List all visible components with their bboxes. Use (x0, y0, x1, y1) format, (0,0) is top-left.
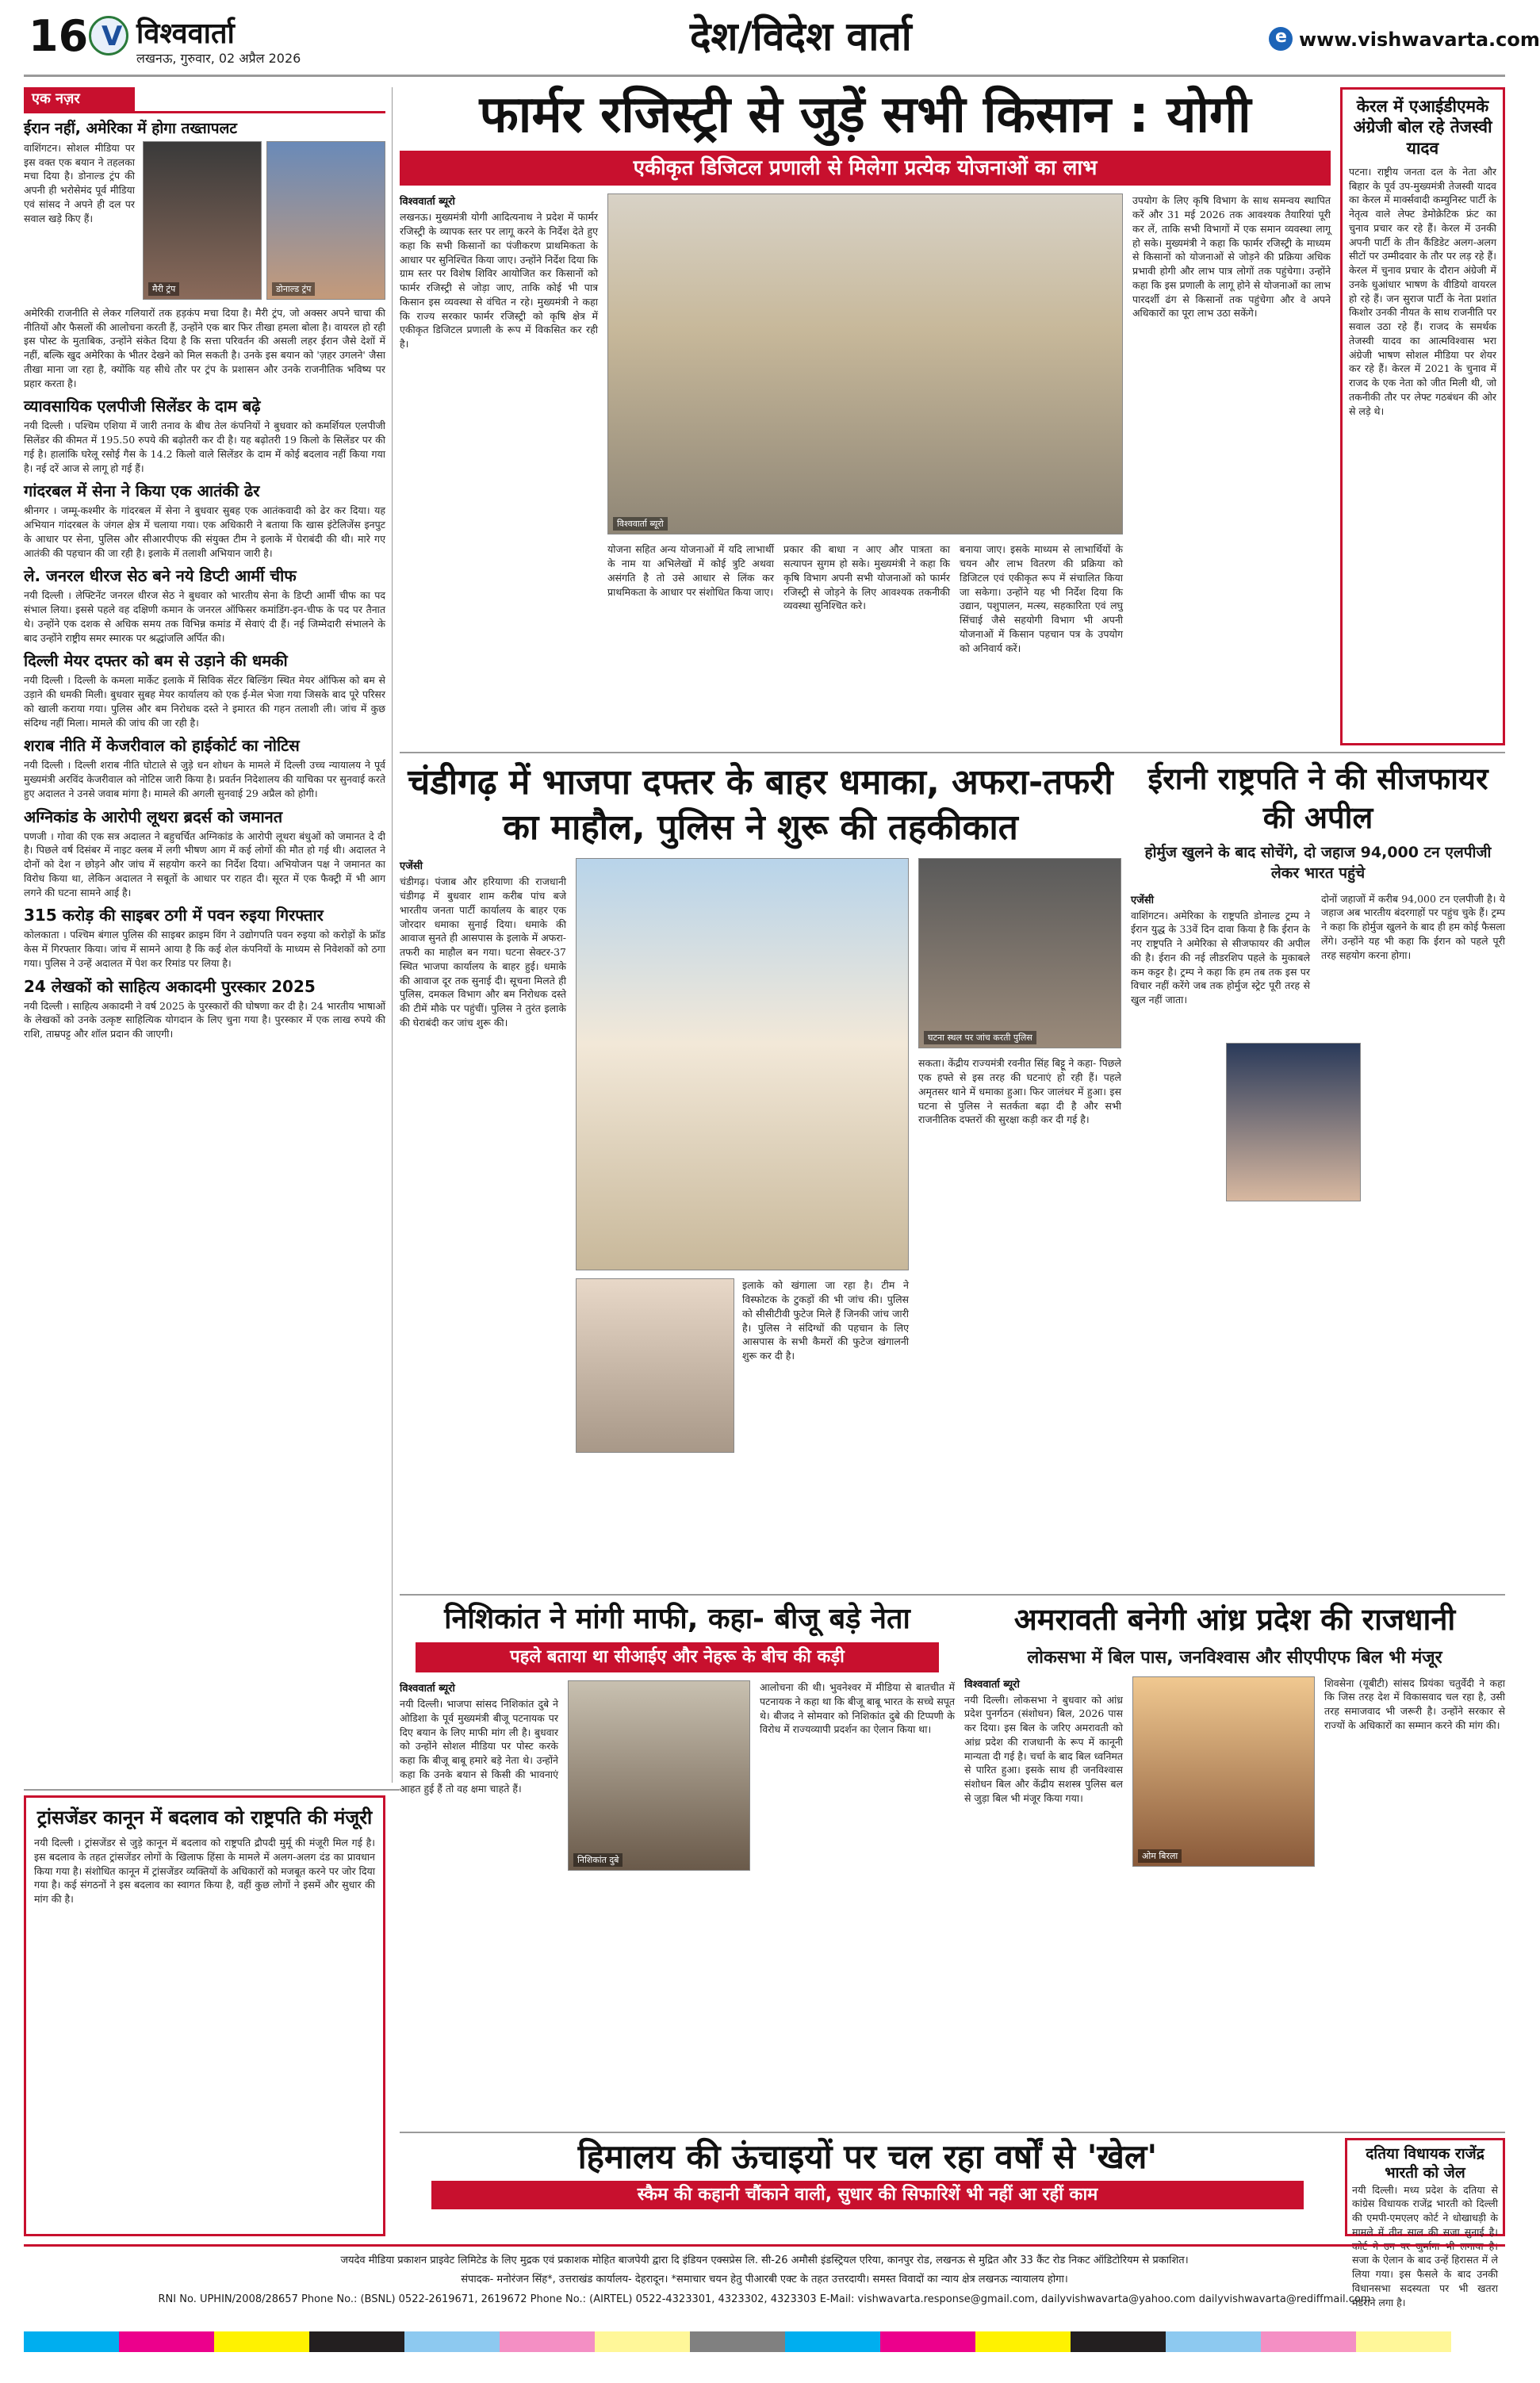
transgender-box (24, 1795, 385, 2236)
story-body: श्रीनगर । जम्मू-कश्मीर के गांदरबल में सेना ने बुधवार सुबह एक आतंकवादी को ढेर कर दिया। यह अभियान गांदरबल के जंगल क्षेत्र में चलाया गया। एक अधिकारी ने बताया कि खास इंटेलिजेंस इनपुट के आधार पर सेना, पुलिस और सीआरपीएफ की संयुक्त टीम ने इलाके में घेराबंदी की थी। मारे गए आतंकी की पहचान की जा रही है। इलाके में तलाशी अभियान जारी है। (24, 504, 385, 559)
transgender-headline: ट्रांसजेंडर कानून में बदलाव को राष्ट्रपति की मंजूरी (36, 1806, 373, 1829)
chandigarh-headline: चंडीगढ़ में भाजपा दफ्तर के बाहर धमाका, अफरा-तफरी का माहौल, पुलिस ने शुरू की तहकीकात (408, 762, 1113, 849)
story-body: सकता। केंद्रीय राज्यमंत्री रवनीत सिंह बिट्टू ने कहा- पिछले एक हफ्ते से इस तरह की घटनाएं हो रही हैं। पहले अमृतसर थाने में धमाका हुआ। फिर जालंधर में हुआ। इस घटना से पुलिस ने सतर्कता बढ़ा दी है और सभी राजनीतिक दफ्तरों की सुरक्षा कड़ी कर दी गई है। (918, 1057, 1121, 1126)
lead-headline: फार्मर रजिस्ट्री से जुड़ें सभी किसान : योगी (479, 86, 1251, 144)
lead-col-5 (1132, 193, 1331, 772)
dateline: लखनऊ, गुरुवार, 02 अप्रैल 2026 (136, 51, 301, 66)
section-rule (400, 752, 1505, 753)
story-body: नयी दिल्ली। मध्य प्रदेश के दतिया से कांग्रेस विधायक राजेंद्र भारती को दिल्ली की एमपी-एमएलए कोर्ट ने धोखाधड़ी के मामले में तीन साल की सजा सुनाई है। सजा के ऐलान के बाद उन्हें हिरासत में ले लिया गया। इस फैसले के बाद उनकी विधानसभा सदस्यता पर भी खतरा मंडराने लगा है। (1352, 2183, 1498, 2308)
photo-caption: निशिकांत दुबे (573, 1853, 623, 1867)
story-body: नयी दिल्ली । साहित्य अकादमी ने वर्ष 2025 के पुरस्कारों की घोषणा कर दी है। 24 भारतीय भाषाओं के लेखकों को उनके उत्कृष्ट साहित्यिक योगदान के लिए चुना गया है। पुरस्कार में एक लाख रुपये की राशि, ताम्रपट्ट और शॉल प्रदान की जाएगी। (24, 999, 385, 1040)
lead-col-4 (960, 542, 1123, 772)
lead-col-2 (607, 542, 774, 772)
byline: विश्ववार्ता ब्यूरो (400, 1683, 455, 1695)
web-icon-letter: e (1275, 27, 1287, 47)
chd-col-3 (918, 1056, 1121, 1572)
section-rule (400, 2132, 1505, 2133)
section-rule (24, 1789, 400, 1791)
story-body: प्रकार की बाधा न आए और पात्रता का सत्यापन सुगम हो सके। मुख्यमंत्री ने कहा कि कृषि विभाग अपनी सभी योजनाओं को फार्मर रजिस्ट्री से जोड़ने के लिए आवश्यक तकनीकी व्यवस्था सुनिश्चित करे। (783, 543, 950, 612)
byline: विश्ववार्ता ब्यूरो (400, 196, 455, 209)
nish-col-1 (400, 1680, 558, 2124)
story-title: अग्निकांड के आरोपी लूथरा ब्रदर्स को जमानत (24, 806, 283, 826)
section-rule (400, 1594, 1505, 1596)
story-title: शराब नीति में केजरीवाल को हाईकोर्ट का नोटिस (24, 736, 300, 756)
story-title: व्यावसायिक एलपीजी सिलेंडर के दाम बढ़े (24, 397, 261, 416)
lead-story (400, 87, 1331, 745)
website[interactable]: www.vishwavarta.com (1299, 29, 1540, 51)
photo-caption: ओम बिरला (1138, 1849, 1182, 1863)
meeting-photo (607, 193, 1123, 534)
datia-headline: दतिया विधायक राजेंद्र भारती को जेल (1366, 2145, 1484, 2182)
chandigarh-story (400, 760, 1121, 1588)
story-body: नयी दिल्ली । पश्चिम एशिया में जारी तनाव के बीच तेल कंपनियों ने बुधवार को कमर्शियल एलपीजी सिलेंडर की कीमत में 195.50 रुपये की बढ़ोतरी कर दी है। यह बढ़ोतरी 19 किलो के सिलेंडर पर की गई है। हालांकि घरेलू रसोई गैस के 14.2 किलो वाले सिलेंडर के दाम में कोई बदलाव नहीं किया गया है। नई दरें आज से लागू हो गई हैं। (24, 420, 385, 474)
photo-caption: मैरी ट्रंप (148, 282, 179, 296)
byline: एजेंसी (1131, 894, 1154, 906)
nishikant-photo (568, 1680, 750, 1871)
story-body: नयी दिल्ली । दिल्ली शराब नीति घोटाले से जुड़े धन शोधन के मामले में दिल्ली उच्च न्यायालय ने पूर्व मुख्यमंत्री अरविंद केजरीवाल को नोटिस जारी किया है। प्रवर्तन निदेशालय की याचिका पर सुनवाई करते हुए अदालत ने उनसे जवाब मांगा है। मामले की अगली सुनवाई 29 अप्रैल को होगी। (24, 759, 385, 799)
amaravati-headline: अमरावती बनेगी आंध्र प्रदेश की राजधानी (1013, 1602, 1456, 1637)
story-title: दिल्ली मेयर दफ्तर को बम से उड़ाने की धमकी (24, 651, 288, 671)
story-title: 315 करोड़ की साइबर ठगी में पवन रुइया गिरफ्तार (24, 906, 324, 925)
himalaya-headline: हिमालय की ऊंचाइयों पर चल रहा वर्षों से 'खेल' (577, 2137, 1158, 2176)
story-body: नयी दिल्ली। लोकसभा ने बुधवार को आंध्र प्रदेश पुनर्गठन (संशोधन) बिल, 2026 पास कर दिया। इस बिल के जरिए अमरावती को आंध्र प्रदेश की राजधानी के रूप में कानूनी मान्यता दी गई है। चर्चा के बाद बिल ध्वनिमत से पारित हुआ। इसके साथ ही जनविश्वास संशोधन बिल और केंद्रीय सशस्त्र पुलिस बल से जुड़ा बिल भी मंजूर किया गया। (964, 1693, 1123, 1804)
story-body: पणजी । गोवा की एक सत्र अदालत ने बहुचर्चित अग्निकांड के आरोपी लूथरा बंधुओं को जमानत दे दी है। पिछले वर्ष दिसंबर में नाइट क्लब में लगी भीषण आग में कई लोगों की मौत हो गई थी। अदालत ने दोनों को देश न छोड़ने और जांच में सहयोग करने का निर्देश दिया। अभियोजन पक्ष ने जमानत का विरोध किया था, लेकिन अदालत ने सबूतों के आधार पर राहत दी। सूरत में एक फैक्ट्री में भी आग लगने की घटना सामने आई है। (24, 829, 385, 898)
nishikant-subhead: पहले बताया था सीआईए और नेहरू के बीच की कड़ी (416, 1642, 939, 1672)
datia-box (1345, 2138, 1505, 2308)
lead-subhead: एकीकृत डिजिटल प्रणाली से मिलेगा प्रत्येक योजनाओं का लाभ (400, 151, 1331, 186)
photo-caption: घटना स्थल पर जांच करती पुलिस (924, 1031, 1036, 1044)
story-body: लखनऊ। मुख्यमंत्री योगी आदित्यनाथ ने प्रदेश में फार्मर रजिस्ट्री के व्यापक स्तर पर लागू करने के निर्देश देते हुए कहा कि सभी किसानों का पंजीकरण प्राथमिकता के आधार पर सुनिश्चित किया जाए। उन्होंने निर्देश दिया कि ग्राम स्तर पर विशेष शिविर आयोजित कर किसानों को फार्मर रजिस्ट्री से जोड़ा जाए, ताकि कोई भी पात्र किसान इस व्यवस्था से वंचित न रहे। मुख्यमंत्री ने कहा कि राज्य सरकार फार्मर रजिस्ट्री को कृषि क्षेत्र में एकीकृत डिजिटल प्रणाली के रूप में विकसित कर रही है। (400, 211, 598, 351)
donald-trump-photo (266, 141, 385, 300)
story-body: वाशिंगटन। अमेरिका के राष्ट्रपति डोनाल्ड ट्रम्प ने ईरान युद्ध के 33वें दिन दावा किया है कि ईरान के नए राष्ट्रपति ने अमेरिका से सीजफायर की अपील की है। ईरान की नई लीडरशिप पहले के मुकाबले कम कट्टर है। ट्रम्प ने कहा कि हम तब तक इस पर विचार नहीं करेंगे जब तक होर्मुज स्ट्रेट पूरी तरह से खुल नहीं जाता। (1131, 909, 1310, 1006)
ek-nazar-label: एक नज़र (24, 87, 135, 111)
om-birla-photo (1132, 1676, 1315, 1867)
story-body: चंडीगढ़। पंजाब और हरियाणा की राजधानी चंडीगढ़ में बुधवार शाम करीब पांच बजे भारतीय जनता पार्टी कार्यालय के बाहर एक जोरदार धमाका सुनाई दिया। धमाके की आवाज सुनते ही आसपास के इलाके में अफरा-तफरी का माहौल बन गया। घटना सेक्टर-37 स्थित भाजपा कार्यालय के बाहर हुई। धमाके की आवाज दूर तक सुनाई दी। सूचना मिलते ही पुलिस, दमकल विभाग और बम निरोधक दस्ते की टीमें मौके पर पहुंचीं। पुलिस ने तुरंत इलाके की घेराबंदी कर जांच शुरू की। (400, 875, 566, 1029)
iran-subhead: होर्मुज खुलने के बाद सोचेंगे, दो जहाज 94,000 टन एलपीजी लेकर भारत पहुंचे (1144, 844, 1492, 882)
story-body: बनाया जाए। इसके माध्यम से लाभार्थियों के चयन और लाभ वितरण की प्रक्रिया को डिजिटल एवं एकीकृत रूप में संचालित किया जा सकेगा। उन्होंने यह भी निर्देश दिया कि उद्यान, पशुपालन, मत्स्य, सहकारिता एवं लघु सिंचाई जैसे सहयोगी विभाग भी अपनी योजनाओं में किसान पहचान पत्र के उपयोग को अनिवार्य करें। (960, 543, 1123, 654)
nish-col-2 (760, 1680, 955, 2124)
color-registration-bar (24, 2331, 1505, 2352)
web-icon (1269, 27, 1293, 51)
page-number: 16 (29, 11, 89, 61)
header-rule (24, 75, 1505, 77)
box-headline: केरल में एआईडीएमके अंग्रेजी बोल रहे तेजस्वी यादव (1353, 97, 1492, 158)
footer-rule (24, 2244, 1505, 2247)
paper-name: विश्ववार्ता (136, 17, 235, 50)
mary-trump-photo (143, 141, 262, 300)
logo-letter: V (102, 21, 123, 52)
story-body: नयी दिल्ली । ट्रांसजेंडर से जुड़े कानून में बदलाव को राष्ट्रपति द्रौपदी मुर्मू की मंजूरी मिल गई है। इस बदलाव के तहत ट्रांसजेंडर लोगों के खिलाफ हिंसा के मामले में अलग-अलग दंड का प्रावधान किया गया है। संशोधित कानून में ट्रांसजेंडर व्यक्तियों के अधिकारों को मजबूत करने पर जोर दिया गया है। कई संगठनों ने इस बदलाव का स्वागत किया है, वहीं कुछ लोगों ने इसमें और सुधार की मांग की है। (34, 1837, 375, 1905)
left-column (24, 87, 385, 1783)
story-body: योजना सहित अन्य योजनाओं में यदि लाभार्थी के नाम या अभिलेखों में कोई त्रुटि अथवा असंगति है तो उसे आधार से लिंक कर प्राथमिकता के आधार पर संशोधित किया जाए। (607, 543, 774, 598)
iran-story (1131, 760, 1505, 1588)
contact-line: RNI No. UPHIN/2008/28657 Phone No.: (BSNL) 0522-2619671, 2619672 Phone No.: (AIRTEL) 0522-4323301, 4323302, 4323303 E-Mail: vishwavarta.response@gmail.com, dailyvishwavarta@yahoo.com dailyvishwavarta@rediffmail.com (158, 2293, 1371, 2305)
lead-col-3 (783, 542, 950, 772)
photo-caption: डोनाल्ड ट्रंप (272, 282, 315, 296)
nishikant-headline: निशिकांत ने मांगी माफी, कहा- बीजू बड़े नेता (444, 1603, 910, 1635)
iran-headline: ईरानी राष्ट्रपति ने की सीजफायर की अपील (1147, 761, 1488, 835)
chd-col-1 (400, 858, 566, 1572)
nishikant-story (400, 1602, 955, 2125)
story-body: नयी दिल्ली । दिल्ली के कमला मार्केट इलाके में सिविक सेंटर बिल्डिंग स्थित मेयर ऑफिस को बम से उड़ाने की धमकी मिली। बुधवार सुबह मेयर कार्यालय को एक ई-मेल भेजा गया जिसके बाद पूरे परिसर को खाली कराया गया। पुलिस और बम निरोधक दस्ते ने इमारत की गहन तलाशी ली। जांच में कुछ संदिग्ध नहीं मिला। मामले की जांच की जा रही है। (24, 674, 385, 729)
story-body: इलाके को खंगाला जा रहा है। टीम ने विस्फोटक के टुकड़ों की भी जांच की। पुलिस को सीसीटीवी फुटेज मिले हैं जिनकी जांच जारी है। पुलिस ने संदिग्धों की पहचान के लिए आसपास के सभी कैमरों की फुटेज खंगालनी शुरू कर दी है। (742, 1279, 909, 1362)
himalaya-subhead: स्कैम की कहानी चौंकाने वाली, सुधार की सिफारिशें भी नहीं आ रहीं काम (431, 2181, 1304, 2209)
story-title: ईरान नहीं, अमेरिका में होगा तख्तापलट (24, 120, 237, 137)
story-body: उपयोग के लिए कृषि विभाग के साथ समन्वय स्थापित करें और 31 मई 2026 तक आवश्यक तैयारियां पूरी कर लें, ताकि सभी विभागों में एक समान व्यवस्था लागू हो सके। मुख्यमंत्री ने कहा कि फार्मर रजिस्ट्री के माध्यम से किसानों को योजनाओं से जोड़ने की प्रक्रिया अधिक प्रभावी होगी और लाभ पात्र लोगों तक पहुंचेगा। उन्होंने कहा कि इस प्रणाली के लागू होने से योजनाओं का लाभ पारदर्शी ढंग से किसानों तक पहुंचेगा और वे अपने अधिकारों का पूरा लाभ उठा सकेंगे। (1132, 194, 1331, 320)
box-body: पटना। राष्ट्रीय जनता दल के नेता और बिहार के पूर्व उप-मुख्यमंत्री तेजस्वी यादव का केरल में मार्क्सवादी कम्युनिस्ट पार्टी के नेतृत्व वाले लेफ्ट डेमोक्रेटिक फ्रंट का चुनाव प्रचार कर रहे हैं। केरल में उनकी अपनी पार्टी के तीन कैंडिडेट अलग-अलग सीटों पर उम्मीदवार के तौर पर लड़ रहे हैं। केरल में चुनाव प्रचार के दौरान अंग्रेजी में उनके धुआंधार भाषण के वीडियो वायरल हो रहे हैं। जन सुराज पार्टी के नेता प्रशांत किशोर उनकी नीयत के साथ राजनीति पर सवाल उठा रहे हैं। राजद के समर्थक तेजस्वी यादव का आत्मविश्वास भरा अंग्रेजी भाषण सोशल मीडिया पर शेयर कर रहे हैं। केरल में 2021 के चुनाव में राजद के एक नेता को जीत मिली थी, जो तकनीकी तौर पर लेफ्ट गठबंधन की ओर से लड़े थे। (1349, 165, 1496, 417)
amaravati-story (964, 1602, 1505, 2125)
story-body: आलोचना की थी। भुवनेश्वर में मीडिया से बातचीत में पटनायक ने कहा था कि बीजू बाबू भारत के सच्चे सपूत थे। बीजद ने सोमवार को निशिकांत दुबे की टिप्पणी के विरोध में राज्यव्यापी प्रदर्शन का ऐलान किया था। (760, 1681, 955, 1736)
story-body: दोनों जहाजों में करीब 94,000 टन एलपीजी है। ये जहाज अब भारतीय बंदरगाहों पर पहुंच चुके हैं। ट्रम्प ने कहा कि होर्मुज खुलने के बाद ही हम कोई फैसला लेंगे। उन्होंने यह भी कहा कि ईरान को पहले पूरी तरह सहयोग करना होगा। (1321, 892, 1505, 961)
right-box-kerala (1340, 87, 1505, 745)
byline: एजेंसी (400, 860, 423, 873)
bjp-office-photo (576, 858, 909, 1270)
lead-col-1 (400, 193, 598, 772)
chd-col-2 (742, 1278, 909, 1572)
column-divider (392, 87, 393, 1783)
amaravati-subhead: लोकसभा में बिल पास, जनविश्वास और सीएपीएफ बिल भी मंजूर (1027, 1647, 1442, 1668)
story-body: वाशिंगटन। सोशल मीडिया पर इस वक्त एक बयान ने तहलका मचा दिया है। डोनाल्ड ट्रंप की अपनी ही भरोसेमंद पूर्व मीडिया एवं सांसद ने अपने ही दल पर सवाल खड़े किए हैं। (24, 141, 135, 224)
evidence-photo (576, 1278, 734, 1453)
story-title: ले. जनरल धीरज सेठ बने नये डिप्टी आर्मी चीफ (24, 566, 297, 586)
section-title: देश/विदेश वार्ता (690, 13, 912, 59)
amr-col-2 (1324, 1676, 1505, 2121)
editor-line: संपादक- मनोरंजन सिंह*, उत्तराखंड कार्यालय- देहरादून। *समाचार चयन हेतु पीआरबी एक्ट के तहत उत्तरदायी। समस्त विवादों का न्याय क्षेत्र लखनऊ न्यायालय होगा। (461, 2274, 1068, 2285)
story-title: 24 लेखकों को साहित्य अकादमी पुरस्कार 2025 (24, 976, 316, 996)
meeting-photo-label: विश्ववार्ता ब्यूरो (613, 517, 668, 531)
himalaya-story (400, 2138, 1335, 2236)
story-body: नयी दिल्ली । लेफ्टिनेंट जनरल धीरज सेठ ने बुधवार को भारतीय सेना के डिप्टी आर्मी चीफ का पद संभाल लिया। इससे पहले वह दक्षिणी कमान के जनरल ऑफिसर कमांडिंग-इन-चीफ के पद पर तैनात थे। उन्होंने एक दशक से अधिक समय तक विभिन्न कमांड में सेवाएं दी हैं। नई जिम्मेदारी संभालने के बाद उन्होंने राष्ट्रीय समर स्मारक पर श्रद्धांजलि अर्पित की। (24, 589, 385, 644)
iran-col-2 (1321, 892, 1505, 1542)
story-body: शिवसेना (यूबीटी) सांसद प्रियंका चतुर्वेदी ने कहा कि जिस तरह देश में विकासवाद चल रहा है, उसी तरह समाजवाद भी जरूरी है। उन्होंने सरकार से राज्यों के अधिकारों का सम्मान करने की मांग की। (1324, 1676, 1505, 1731)
story-body: अमेरिकी राजनीति से लेकर गलियारों तक हड़कंप मचा दिया है। मैरी ट्रंप, जो अक्सर अपने चाचा की नीतियों और फैसलों की आलोचना करती हैं, उन्होंने एक बार फिर तीखा हमला बोला है। वायरल हो रही इस पोस्ट के मुताबिक, उन्होंने संकेत दिया है कि सत्ता परिवर्तन की असली लहर ईरान जैसे देशों में नहीं, बल्कि खुद अमेरिका के भीतर देखने को मिल सकती है। उनके इस बयान को 'ज़हर उगलने' जैसा तीखा माना जा रहा है, क्योंकि यह सीधे तौर पर ट्रंप के प्रशासन और उनके राजनीतिक भविष्य पर प्रहार करता है। (24, 306, 385, 389)
blast-site-photo (918, 858, 1121, 1048)
masthead (0, 0, 1540, 73)
amr-col-1 (964, 1676, 1123, 2121)
story-body: कोलकाता । पश्चिम बंगाल पुलिस की साइबर क्राइम विंग ने उद्योगपति पवन रुइया को करोड़ों के फ्रॉड केस में गिरफ्तार किया। जांच में सामने आया है कि कई शेल कंपनियों के माध्यम से निवेशकों को ठगा गया। पुलिस ने उन्हें अदालत में पेश कर रिमांड पर लिया है। (24, 929, 385, 969)
imprint-line: जयदेव मीडिया प्रकाशन प्राइवेट लिमिटेड के लिए मुद्रक एवं प्रकाशक मोहित बाजपेयी द्वारा दि इंडियन एक्सप्रेस लि. सी-26 अमौसी इंडस्ट्रियल एरिया, कानपुर रोड, लखनऊ से मुद्रित और 33 कैंट रोड निकट ऑडिटोरियम से प्रकाशित। (340, 2255, 1189, 2266)
story-body: नयी दिल्ली। भाजपा सांसद निशिकांत दुबे ने ओडिशा के पूर्व मुख्यमंत्री बीजू पटनायक पर दिए बयान के लिए माफी मांग ली है। बुधवार को उन्होंने सोशल मीडिया पर पोस्ट करके कहा कि बीजू बाबू हमारे बड़े नेता थे। उन्होंने कहा कि उनके बयान से किसी की भावनाएं आहत हुई हैं तो वह क्षमा चाहते हैं। (400, 1698, 558, 1795)
logo-icon (89, 16, 128, 56)
story-title: गांदरबल में सेना ने किया एक आतंकी ढेर (24, 481, 260, 501)
byline: विश्ववार्ता ब्यूरो (964, 1678, 1020, 1691)
iran-col-1 (1131, 892, 1310, 1542)
